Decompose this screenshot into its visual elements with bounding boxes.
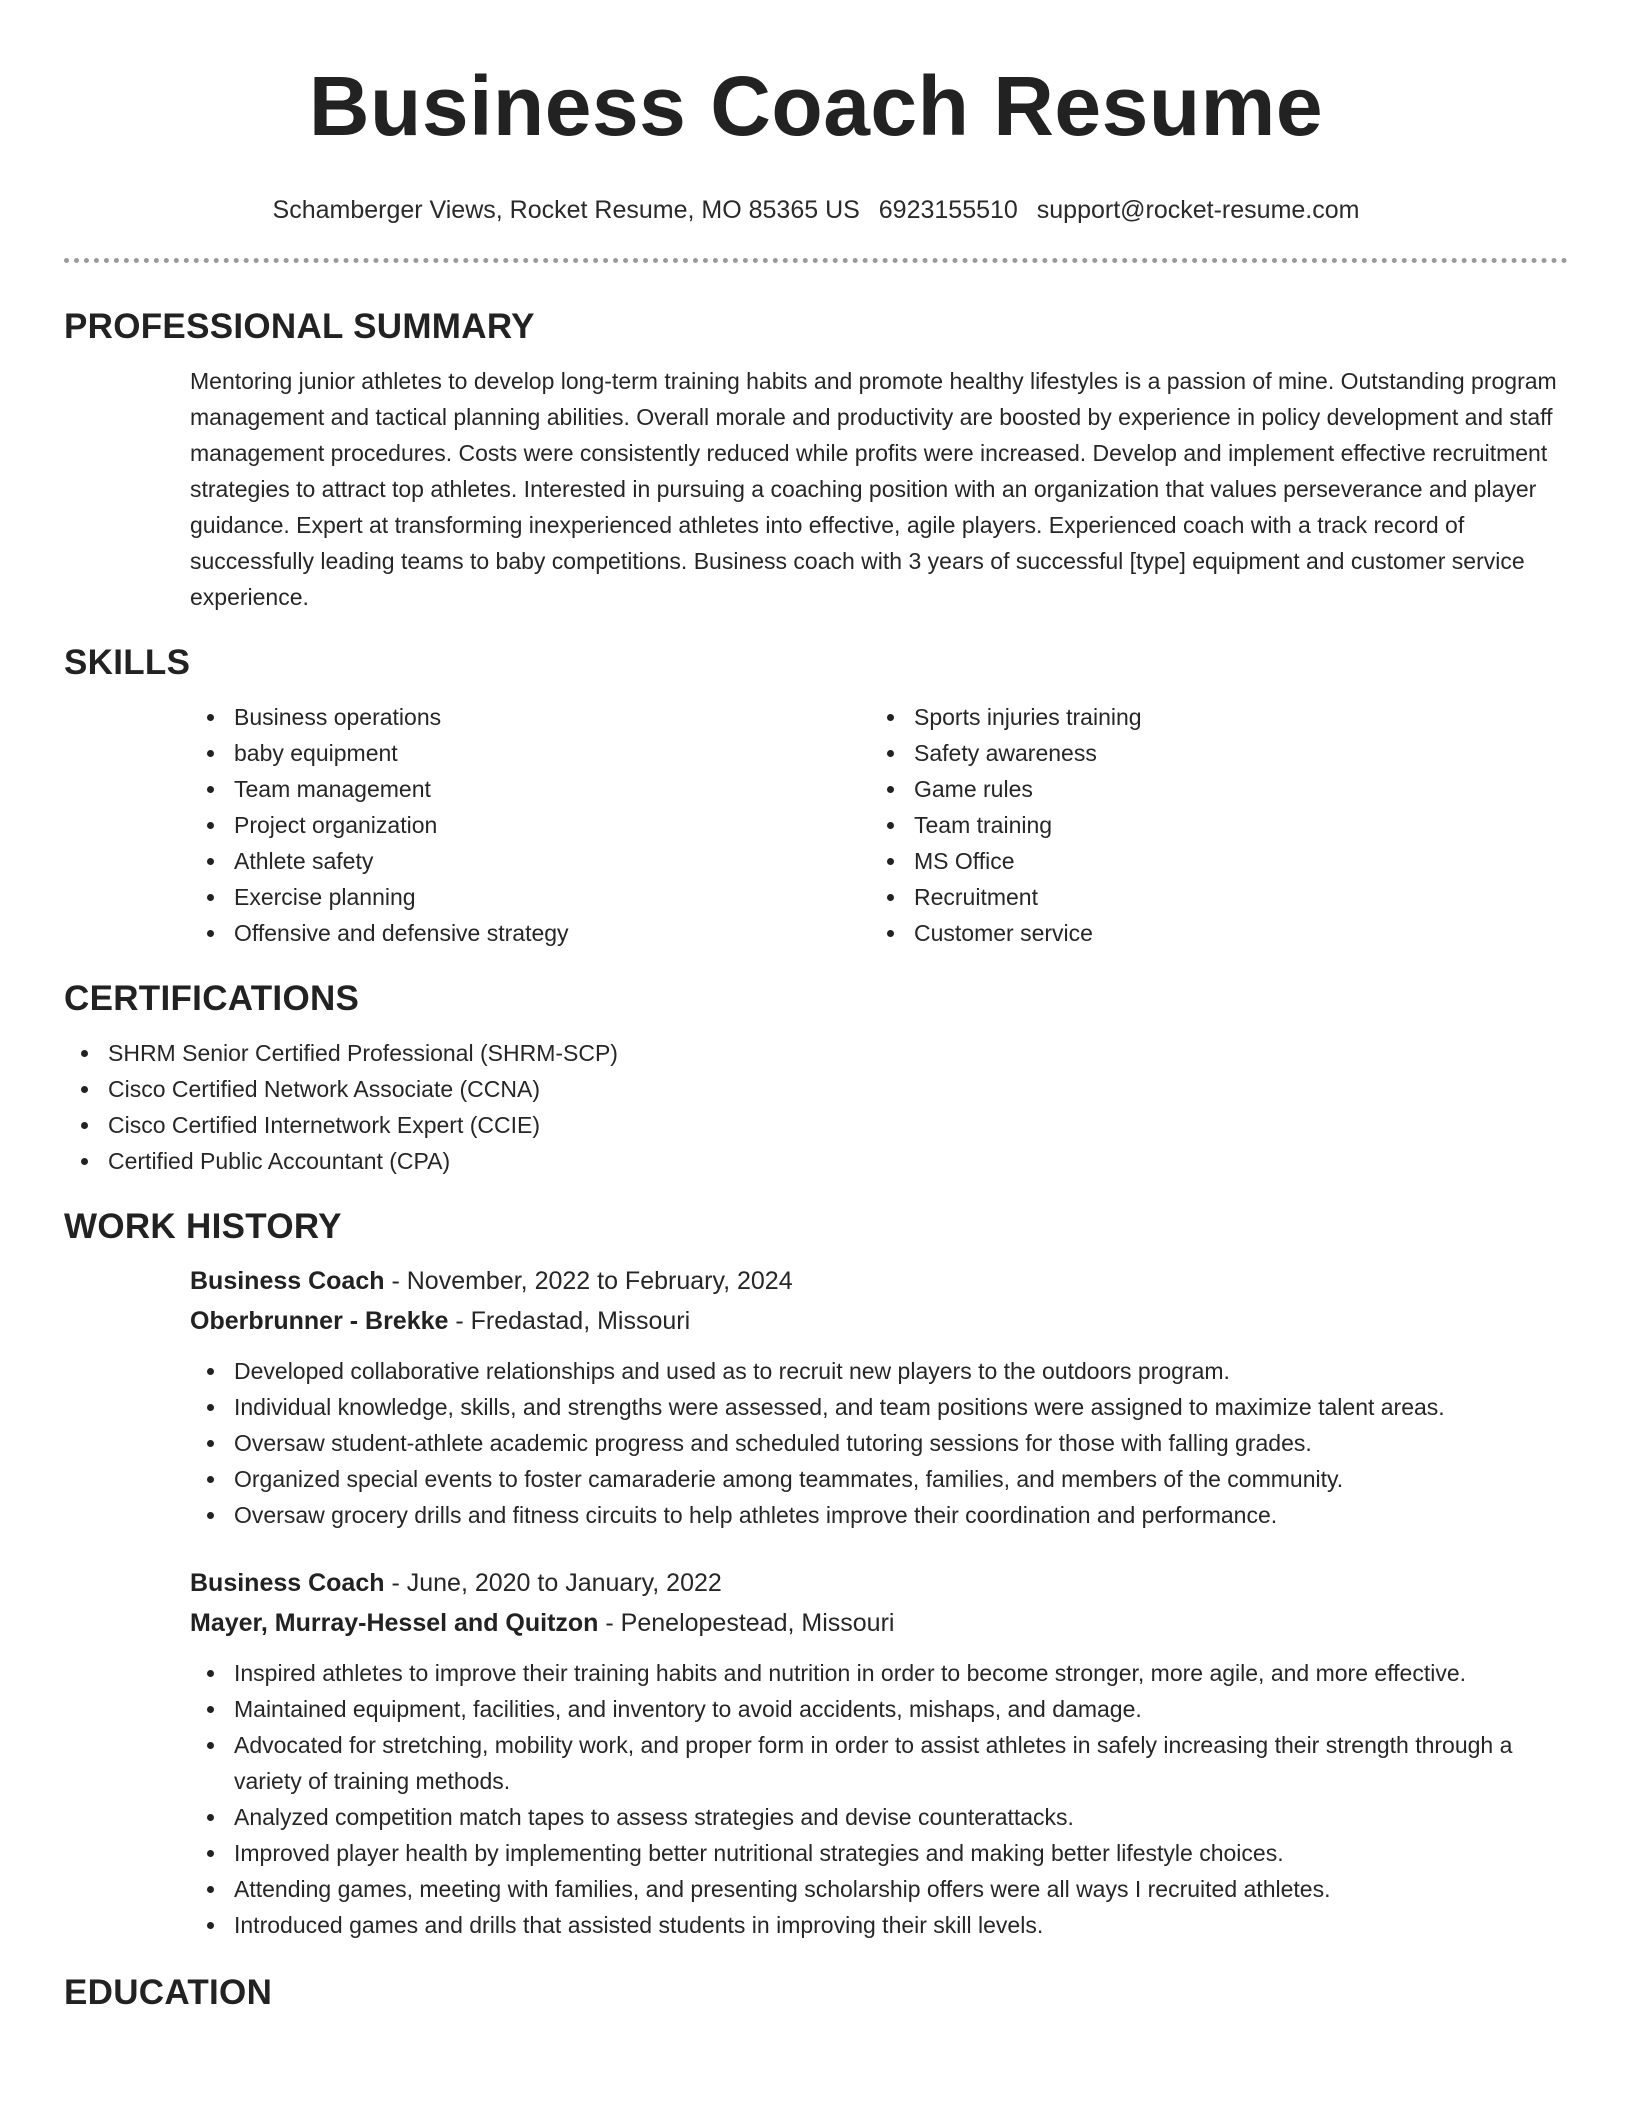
- certifications-list: [64, 1035, 1568, 1179]
- job-company-line: [190, 1603, 1568, 1643]
- skill-item: Team management: [190, 771, 870, 807]
- job-bullet: Improved player health by implementing better nutritional strategies and making better lifestyle choices.: [190, 1835, 1568, 1871]
- job-entry: [190, 1261, 1568, 1533]
- skills-grid: [190, 699, 1568, 951]
- job-bullet: Oversaw grocery drills and fitness circuits to help athletes improve their coordination and performance.: [190, 1497, 1568, 1533]
- skill-item: Team training: [870, 807, 1550, 843]
- skill-item: Game rules: [870, 771, 1550, 807]
- job-dates: - November, 2022 to February, 2024: [391, 1267, 793, 1295]
- job-bullets: [190, 1655, 1568, 1943]
- job-bullet: Attending games, meeting with families, and presenting scholarship offers were all ways I recruited athletes.: [190, 1871, 1568, 1907]
- skill-item: Athlete safety: [190, 843, 870, 879]
- resume-page: [64, 0, 1568, 2015]
- job-bullet: Individual knowledge, skills, and strengths were assessed, and team positions were assigned to maximize talent areas.: [190, 1389, 1568, 1425]
- certifications-section: [64, 977, 1568, 1179]
- job-role: Business Coach: [190, 1569, 385, 1597]
- job-bullet: Analyzed competition match tapes to assess strategies and devise counterattacks.: [190, 1799, 1568, 1835]
- skill-item: Safety awareness: [870, 735, 1550, 771]
- summary-section: [64, 305, 1568, 615]
- summary-heading: PROFESSIONAL SUMMARY: [64, 307, 535, 346]
- skills-section: [64, 641, 1568, 951]
- contact-phone: 6923155510: [878, 196, 1018, 224]
- skills-list-right: [870, 699, 1550, 951]
- job-title-line: [190, 1261, 1568, 1301]
- skill-item: baby equipment: [190, 735, 870, 771]
- job-company-line: [190, 1301, 1568, 1341]
- job-bullet: Oversaw student-athlete academic progress and scheduled tutoring sessions for those with falling grades.: [190, 1425, 1568, 1461]
- job-bullet: Inspired athletes to improve their training habits and nutrition in order to become stronger, more agile, and more effective.: [190, 1655, 1568, 1691]
- job-bullets: [190, 1353, 1568, 1533]
- resume-title: Business Coach Resume: [308, 59, 1324, 153]
- header-divider: [64, 258, 1568, 263]
- certification-item: SHRM Senior Certified Professional (SHRM-SCP): [64, 1035, 1568, 1071]
- job-bullet: Introduced games and drills that assisted students in improving their skill levels.: [190, 1907, 1568, 1943]
- education-section: [64, 1971, 1568, 2015]
- skills-heading: SKILLS: [64, 643, 191, 682]
- work-history-heading: WORK HISTORY: [64, 1207, 342, 1246]
- job-company: Mayer, Murray-Hessel and Quitzon: [190, 1609, 599, 1637]
- job-company: Oberbrunner - Brekke: [190, 1307, 449, 1335]
- skill-item: Exercise planning: [190, 879, 870, 915]
- work-history-section: [64, 1205, 1568, 1943]
- job-role: Business Coach: [190, 1267, 385, 1295]
- summary-text: Mentoring junior athletes to develop long-term training habits and promote healthy lifestyles is a passion of mine. Outstanding program management and tactical planning abilities. Overall morale and productivity are boosted by experience in policy development and staff management procedures. Costs were consistently reduced while profits were increased. Develop and implement effective recruitment strategies to attract top athletes. Interested in pursuing a coaching position with an organization that values perseverance and player guidance. Expert at transforming inexperienced athletes into effective, agile players. Experienced coach with a track record of successfully leading teams to baby competitions. Business coach with 3 years of successful [type] equipment and customer service experience.: [190, 368, 1557, 610]
- education-heading: EDUCATION: [64, 1973, 273, 2012]
- certification-item: Certified Public Accountant (CPA): [64, 1143, 1568, 1179]
- skill-item: Customer service: [870, 915, 1550, 951]
- skill-item: Recruitment: [870, 879, 1550, 915]
- job-bullet: Maintained equipment, facilities, and inventory to avoid accidents, mishaps, and damage.: [190, 1691, 1568, 1727]
- skill-item: Offensive and defensive strategy: [190, 915, 870, 951]
- skills-list-left: [190, 699, 870, 951]
- contact-email[interactable]: support@rocket-resume.com: [1036, 196, 1360, 224]
- skill-item: Project organization: [190, 807, 870, 843]
- job-title-line: [190, 1563, 1568, 1603]
- job-location: - Fredastad, Missouri: [455, 1307, 691, 1335]
- job-bullet: Developed collaborative relationships and used as to recruit new players to the outdoors program.: [190, 1353, 1568, 1389]
- skill-item: Business operations: [190, 699, 870, 735]
- skill-item: MS Office: [870, 843, 1550, 879]
- certifications-heading: CERTIFICATIONS: [64, 979, 360, 1018]
- job-bullet: Advocated for stretching, mobility work, and proper form in order to assist athletes in safely increasing their strength through a variety of training methods.: [190, 1727, 1568, 1799]
- skill-item: Sports injuries training: [870, 699, 1550, 735]
- job-entry: [190, 1563, 1568, 1943]
- certification-item: Cisco Certified Internetwork Expert (CCIE): [64, 1107, 1568, 1143]
- contact-address: Schamberger Views, Rocket Resume, MO 85365 US: [272, 196, 860, 224]
- job-bullet: Organized special events to foster camaraderie among teammates, families, and members of the community.: [190, 1461, 1568, 1497]
- contact-line: [64, 194, 1568, 226]
- job-location: - Penelopestead, Missouri: [605, 1609, 895, 1637]
- job-dates: - June, 2020 to January, 2022: [391, 1569, 722, 1597]
- certification-item: Cisco Certified Network Associate (CCNA): [64, 1071, 1568, 1107]
